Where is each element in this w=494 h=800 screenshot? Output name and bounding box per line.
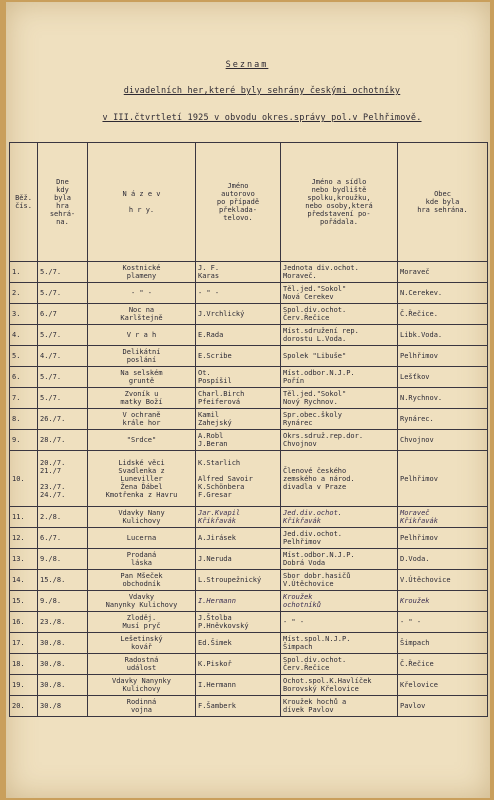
row-place: Lešťkov [398, 367, 488, 388]
row-play-title: Vdavky Nany Kulichovy [88, 507, 196, 528]
row-organizer: Míst.odbor.N.J.P. Pořín [281, 367, 398, 388]
row-play-title: Radostná událost [88, 654, 196, 675]
header-organizer: Jméno a sídlo nebo bydliště spolku,kroužku, nebo osoby,která představení po- pořádala. [281, 143, 398, 262]
row-place: Křelovice [398, 675, 488, 696]
row-number: 7. [10, 388, 38, 409]
table-row [10, 696, 488, 717]
row-author: F.Šamberk [196, 696, 281, 717]
row-number: 2. [10, 283, 38, 304]
table-row [10, 570, 488, 591]
table-row [10, 304, 488, 325]
row-author: K.Piskoř [196, 654, 281, 675]
row-author: J.Štolba P.Hněvkovský [196, 612, 281, 633]
table-header-row [10, 143, 488, 262]
row-author: I.Hermann [196, 591, 281, 612]
row-place: Rynárec. [398, 409, 488, 430]
table-row [10, 451, 488, 507]
row-author: J. F. Karas [196, 262, 281, 283]
row-play-title: Vdavky Nanynky Kulichovy [88, 675, 196, 696]
row-author: A.Robl J.Beran [196, 430, 281, 451]
row-author: K.Starlich Alfred Savoir K.Schönbera F.Gresar [196, 451, 281, 507]
row-place: Pavlov [398, 696, 488, 717]
row-number: 15. [10, 591, 38, 612]
row-place: Šimpach [398, 633, 488, 654]
row-play-title: Rodinná vojna [88, 696, 196, 717]
row-play-title: Lešetinský kovář [88, 633, 196, 654]
row-date: 5./7. [38, 388, 88, 409]
row-organizer: Spol.div.ochot. Červ.Řečice [281, 304, 398, 325]
table-row [10, 388, 488, 409]
table-row [10, 346, 488, 367]
table-row [10, 528, 488, 549]
row-author: Jar.Kvapil Křikřavák [196, 507, 281, 528]
row-author: L.Stroupežnický [196, 570, 281, 591]
row-play-title: "Srdce" [88, 430, 196, 451]
table-row [10, 367, 488, 388]
table-row [10, 325, 488, 346]
header-date: Dne kdy byla hra sehrá- na. [38, 143, 88, 262]
table-row [10, 430, 488, 451]
row-organizer: Míst.spol.N.J.P. Šimpach [281, 633, 398, 654]
row-date: 23./8. [38, 612, 88, 633]
row-place: Č.Řečice [398, 654, 488, 675]
row-number: 20. [10, 696, 38, 717]
row-place: - " - [398, 612, 488, 633]
document-title: Seznam [225, 60, 269, 70]
header-title: N á z e v h r y. [88, 143, 196, 262]
row-number: 12. [10, 528, 38, 549]
header-author: Jméno autorovo po případě překlada- telovo. [196, 143, 281, 262]
row-play-title: V ochraně krále hor [88, 409, 196, 430]
row-place: Č.Řečice. [398, 304, 488, 325]
row-author: J.Vrchlický [196, 304, 281, 325]
row-date: 30./8. [38, 675, 88, 696]
row-organizer: Jed.div.ochot. Pelhřimov [281, 528, 398, 549]
row-author: E.Rada [196, 325, 281, 346]
table-row [10, 612, 488, 633]
header-number: Běž. čís. [10, 143, 38, 262]
table-row [10, 633, 488, 654]
row-play-title: Zloděj. Musí pryč [88, 612, 196, 633]
row-date: 9./8. [38, 591, 88, 612]
row-date: 30./8. [38, 654, 88, 675]
row-place: Pelhřimov [398, 528, 488, 549]
row-organizer: Těl.jed."Sokol" Nový Rychnov. [281, 388, 398, 409]
row-date: 15./8. [38, 570, 88, 591]
row-play-title: Prodaná láska [88, 549, 196, 570]
row-organizer: Spr.obec.školy Rynárec [281, 409, 398, 430]
table-row [10, 675, 488, 696]
row-number: 14. [10, 570, 38, 591]
row-date: 5./7. [38, 325, 88, 346]
row-organizer: Okrs.sdruž.rep.dor. Chvojnov [281, 430, 398, 451]
row-play-title: Lucerna [88, 528, 196, 549]
row-play-title: Zvoník u matky Boží [88, 388, 196, 409]
row-author: E.Scribe [196, 346, 281, 367]
row-author: Ot. Pospíšil [196, 367, 281, 388]
row-author: A.Jirásek [196, 528, 281, 549]
row-date: 30./8. [38, 633, 88, 654]
table-row [10, 507, 488, 528]
row-date: 6./7 [38, 304, 88, 325]
row-number: 18. [10, 654, 38, 675]
row-organizer: Spol.div.ochot. Červ.Řečice [281, 654, 398, 675]
header-place: Obec kde byla hra sehrána. [398, 143, 488, 262]
row-date: 30./8 [38, 696, 88, 717]
row-date: 20./7. 21./7 23./7. 24./7. [38, 451, 88, 507]
row-author: Charl.Birch Pfeiferová [196, 388, 281, 409]
table-row [10, 549, 488, 570]
row-place: Pelhřimov [398, 346, 488, 367]
row-organizer: Míst.sdružení rep. dorostu L.Voda. [281, 325, 398, 346]
row-number: 3. [10, 304, 38, 325]
row-organizer: Kroužek ochotníků [281, 591, 398, 612]
row-place: Moraveč [398, 262, 488, 283]
row-date: 2./8. [38, 507, 88, 528]
row-date: 5./7. [38, 283, 88, 304]
row-author: I.Hermann [196, 675, 281, 696]
row-organizer: Členové českého zemského a národ. divadla v Praze [281, 451, 398, 507]
row-number: 13. [10, 549, 38, 570]
row-number: 5. [10, 346, 38, 367]
row-author: - " - [196, 283, 281, 304]
row-date: 28./7. [38, 430, 88, 451]
row-number: 6. [10, 367, 38, 388]
row-number: 9. [10, 430, 38, 451]
table-row [10, 409, 488, 430]
row-play-title: Pan Mšeček obchodník [88, 570, 196, 591]
row-date: 4./7. [38, 346, 88, 367]
row-play-title: Lidské věci Svadlenka z Luneviller Žena Ďábel Kmotřenka z Havru [88, 451, 196, 507]
row-place: Moraveč Křikřavák [398, 507, 488, 528]
row-organizer: Spolek "Libuše" [281, 346, 398, 367]
row-date: 6./7. [38, 528, 88, 549]
table-row [10, 262, 488, 283]
table-row [10, 283, 488, 304]
row-organizer: Jednota div.ochot. Moraveč. [281, 262, 398, 283]
row-place: Libk.Voda. [398, 325, 488, 346]
row-place: D.Voda. [398, 549, 488, 570]
table-row [10, 654, 488, 675]
row-organizer: Kroužek hochů a dívek Pavlov [281, 696, 398, 717]
row-place: N.Rychnov. [398, 388, 488, 409]
row-organizer: Ochot.spol.K.Havlíček Borovský Křelovice [281, 675, 398, 696]
row-place: Chvojnov [398, 430, 488, 451]
row-organizer: - " - [281, 612, 398, 633]
row-play-title: Delikátní poslání [88, 346, 196, 367]
row-organizer: Sbor dobr.hasičů V.Útěchovice [281, 570, 398, 591]
row-organizer: Míst.odbor.N.J.P. Dobrá Voda [281, 549, 398, 570]
row-play-title: Kostnické plameny [88, 262, 196, 283]
row-number: 19. [10, 675, 38, 696]
row-place: Kroužek [398, 591, 488, 612]
row-author: Ed.Šimek [196, 633, 281, 654]
document-subtitle-1: divadelních her,které byly sehrány českými ochotníky [123, 86, 401, 96]
row-author: J.Neruda [196, 549, 281, 570]
row-date: 26./7. [38, 409, 88, 430]
row-date: 9./8. [38, 549, 88, 570]
row-place: Pelhřimov [398, 451, 488, 507]
row-author: Kamil Zahejský [196, 409, 281, 430]
row-play-title: Na selském gruntě [88, 367, 196, 388]
row-number: 17. [10, 633, 38, 654]
row-date: 5./7. [38, 367, 88, 388]
row-number: 16. [10, 612, 38, 633]
row-play-title: Vdavky Nanynky Kulichovy [88, 591, 196, 612]
row-number: 4. [10, 325, 38, 346]
row-number: 8. [10, 409, 38, 430]
row-organizer: Těl.jed."Sokol" Nová Cerekev [281, 283, 398, 304]
row-place: N.Cerekev. [398, 283, 488, 304]
row-place: V.Útěchovice [398, 570, 488, 591]
row-number: 11. [10, 507, 38, 528]
row-play-title: Noc na Karlštejně [88, 304, 196, 325]
row-date: 5./7. [38, 262, 88, 283]
row-organizer: Jed.div.ochot. Křikřavák [281, 507, 398, 528]
plays-table [9, 142, 488, 717]
row-number: 10. [10, 451, 38, 507]
row-play-title: - " - [88, 283, 196, 304]
document-subtitle-2: v III.čtvrtletí 1925 v obvodu okres.správy pol.v Pelhřimově. [102, 113, 422, 123]
row-play-title: V r a h [88, 325, 196, 346]
table-row [10, 591, 488, 612]
row-number: 1. [10, 262, 38, 283]
